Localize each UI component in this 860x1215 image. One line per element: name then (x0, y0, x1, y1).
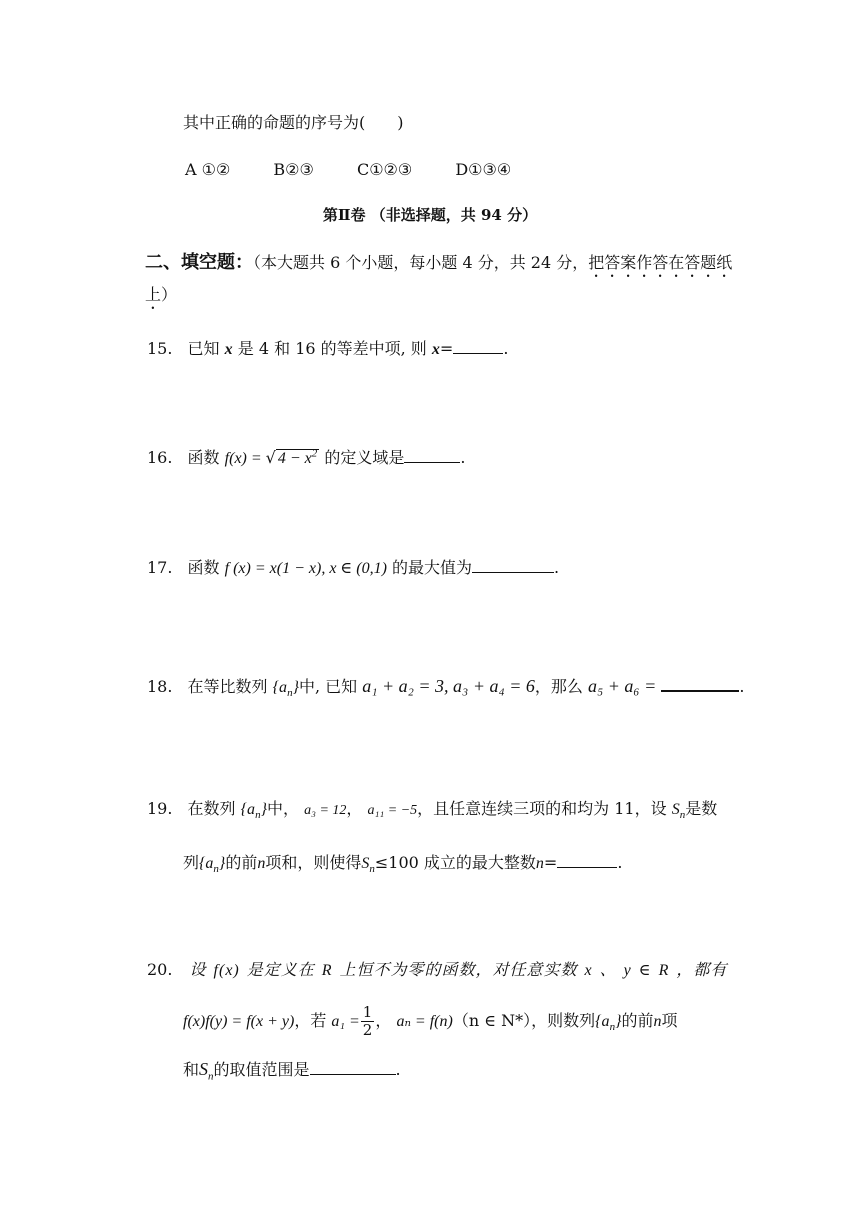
answer-blank[interactable] (557, 853, 617, 868)
option-b: B②③ (273, 160, 314, 179)
question-prompt (183, 112, 404, 134)
option-d: D①③④ (455, 160, 512, 179)
question-19-line1: 19. 在数列 $\{a_n\}$中， a₃ = 12， a₁₁ = −5，且任意连续三项的和均为 11，设 $S_n$是数 (147, 799, 718, 822)
option-a: A ①② (185, 160, 231, 179)
part-heading-line2: 上） (145, 285, 178, 304)
question-number: 17. (147, 558, 173, 577)
prompt-text: 其中正确的命题的序号为( ) (183, 113, 404, 132)
answer-blank[interactable] (310, 1060, 396, 1075)
option-c: C①②③ (356, 160, 413, 179)
question-number: 18. (147, 677, 173, 696)
emphasized-instruction: 把答案作答在答题纸 (588, 253, 733, 272)
question-18: 18. 在等比数列 $\{a_n\}$中, 已知 a₁ + a₂ = 3, a₃ + a₄ = 6，那么 a₅ + a₆ = . (147, 676, 745, 700)
answer-blank[interactable] (472, 558, 554, 573)
section-title: 第Ⅱ卷 （非选择题，共 94 分） (322, 206, 538, 224)
question-number: 19. (147, 799, 173, 818)
fraction-one-half: $\frac{1}{2}$ (362, 1003, 373, 1039)
part-heading-title: 二、填空题： (145, 252, 253, 273)
question-number: 16. (147, 448, 173, 467)
question-16: 16. 函数 f(x) = √ $4 - x^2$ 的定义域是 . (147, 447, 466, 467)
question-15: 15. 已知 x 是 4 和 16 的等差中项, 则 x= . (147, 339, 509, 358)
question-number: 20. (147, 960, 173, 979)
question-17: 17. 函数 f (x) = x(1 − x), x ∈ (0,1) 的最大值为 . (147, 558, 560, 577)
sqrt-sign: √ (265, 448, 276, 467)
answer-blank[interactable] (661, 676, 739, 692)
question-20-line2: f(x)f(y) = f(x + y)，若 a₁ = $\frac{1}{2}$ ， aₙ = f(n)（n ∈ N*），则数列$\{a_n\}$的前n项 (183, 1003, 678, 1039)
answer-blank[interactable] (404, 448, 460, 463)
part-heading: 二、填空题：（本大题共 6 个小题，每小题 4 分，共 24 分，把答案作答在答题纸 (145, 252, 733, 273)
question-20-line3: 和$S_n$的取值范围是 . (183, 1059, 401, 1083)
question-20-line1: 20. 设 f(x) 是定义在 R 上恒不为零的函数，对任意实数 x 、 y ∈ R ，都有 (147, 960, 728, 979)
answer-blank[interactable] (453, 339, 503, 354)
question-19-line2: 列$\{a_n\}$的前n项和，则使得$S_n\le 100$ 成立的最大整数n= . (183, 853, 623, 876)
sqrt-radicand: $4 - x^2$ (277, 447, 318, 467)
question-number: 15. (147, 339, 173, 358)
answer-options (185, 159, 511, 181)
